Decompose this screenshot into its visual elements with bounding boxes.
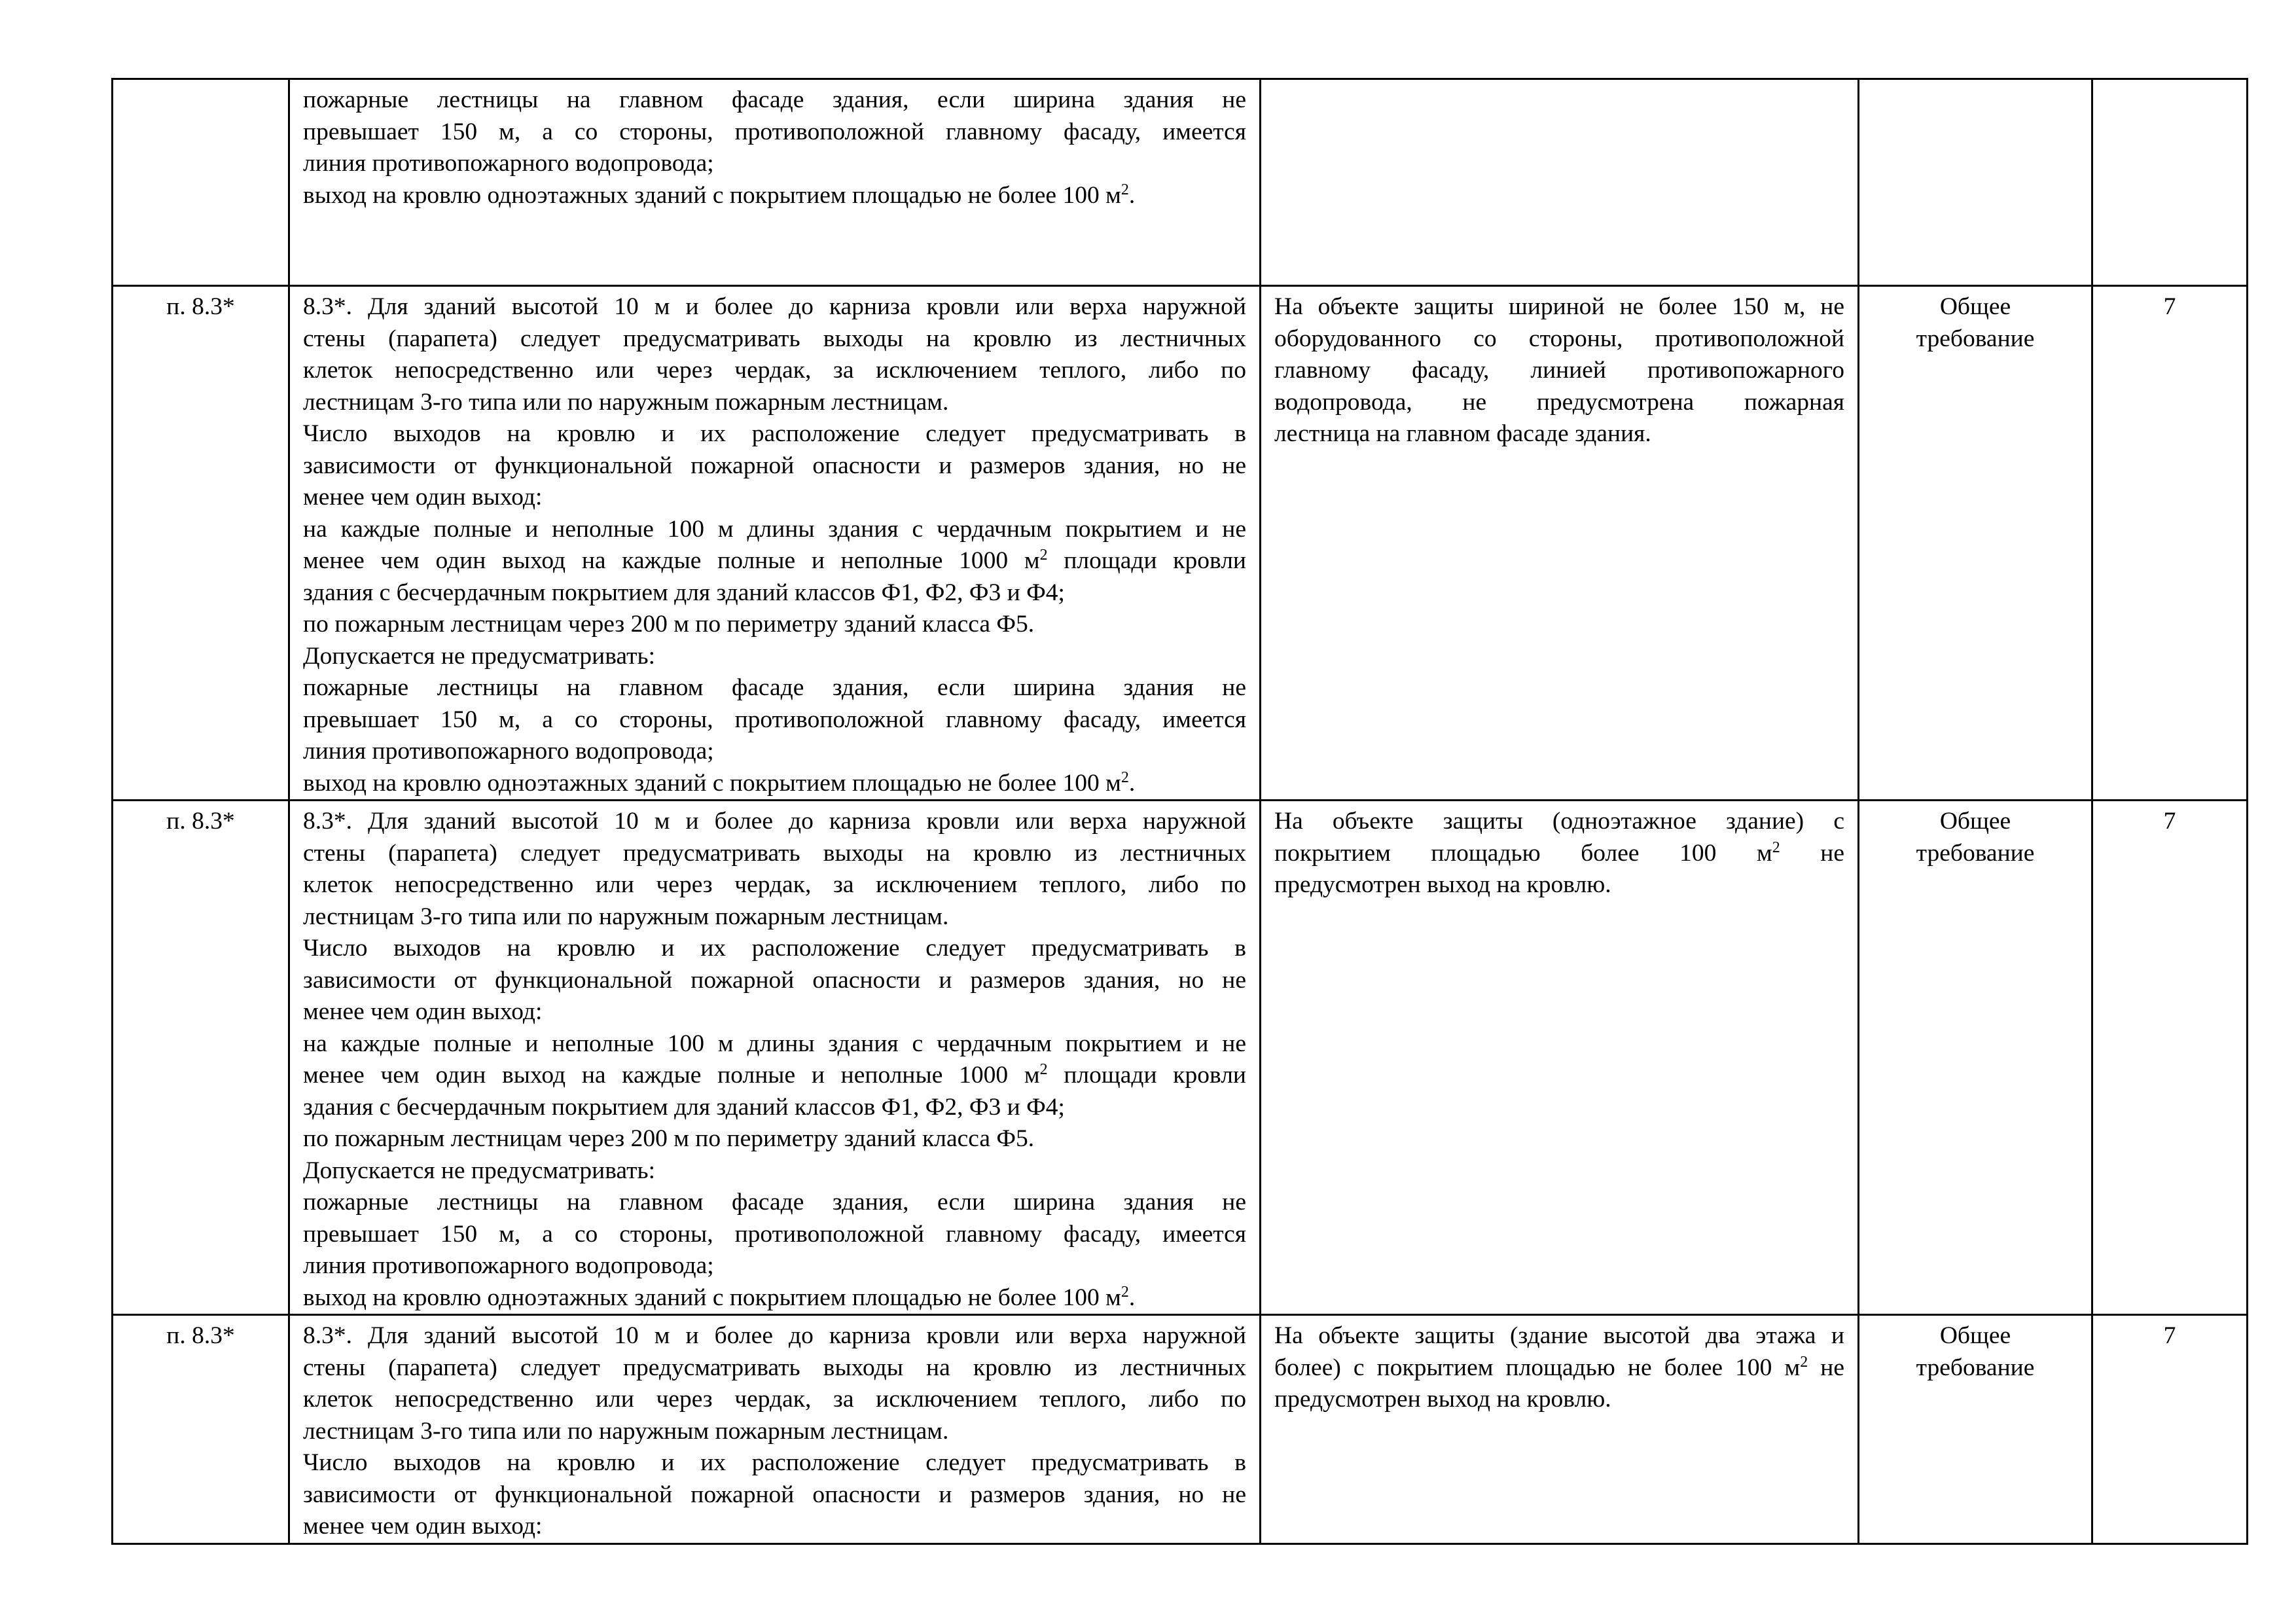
text-line: оборудованного со стороны, противоположной xyxy=(1274,325,1844,352)
text-line: лестницам 3-го типа или по наружным пожарным лестницам. xyxy=(303,388,949,416)
text-line: более) с покрытием площадью не более 100 $м^2$ не xyxy=(1274,1353,1845,1381)
text-line: Допускается не предусматривать: xyxy=(303,642,655,670)
text-line: зависимости от функциональной пожарной опасности и размеров здания, но не xyxy=(303,452,1246,479)
text-line: Общее xyxy=(1939,808,2011,835)
requirement-type-cell xyxy=(1859,801,2092,1315)
text-line: выход на кровлю одноэтажных зданий с покрытием площадью не более 100 $м^2$. xyxy=(303,1283,1136,1311)
text-line: выход на кровлю одноэтажных зданий с покрытием площадью не более 100 $м^2$. xyxy=(303,181,1136,209)
text-line: На объекте защиты (одноэтажное здание) с xyxy=(1274,808,1844,835)
text-line: линия противопожарного водопровода; xyxy=(303,1252,714,1279)
requirements-table xyxy=(111,78,2248,1545)
table-body xyxy=(113,79,2248,1544)
norm-text-cell xyxy=(289,1315,1261,1544)
text-line: здания с бесчердачным покрытием для зданий классов Ф1, Ф2, Ф3 и Ф4; xyxy=(303,579,1065,606)
text-line: линия противопожарного водопровода; xyxy=(303,150,714,177)
ref-cell xyxy=(113,79,289,286)
text-line: покрытием площадью более 100 $м^2$ не xyxy=(1274,839,1844,867)
text-line: лестницам 3-го типа или по наружным пожарным лестницам. xyxy=(303,1417,949,1445)
violation-text-cell xyxy=(1261,286,1859,801)
text-line: Допускается не предусматривать: xyxy=(303,1157,655,1184)
norm-text-cell xyxy=(289,79,1261,286)
ref-cell: п. 8.3* xyxy=(113,1315,289,1544)
text-line: На объекте защиты (здание высотой два этажа и xyxy=(1274,1322,1844,1349)
violation-text-cell xyxy=(1261,801,1859,1315)
norm-text-cell xyxy=(289,286,1261,801)
text-line: требование xyxy=(1916,1354,2035,1381)
table-row xyxy=(113,286,2248,801)
text-line: по пожарным лестницам через 200 м по периметру зданий класса Ф5. xyxy=(303,1125,1035,1152)
text-line: выход на кровлю одноэтажных зданий с покрытием площадью не более 100 $м^2$. xyxy=(303,768,1136,797)
number-cell: 7 xyxy=(2092,286,2248,801)
text-line: на каждые полные и неполные 100 м длины здания с чердачным покрытием и не xyxy=(303,515,1246,543)
table-row xyxy=(113,1315,2248,1544)
text-line: Число выходов на кровлю и их расположение следует предусматривать в xyxy=(303,1449,1246,1476)
text-line: клеток непосредственно или через чердак, за исключением теплого, либо по xyxy=(303,871,1246,898)
text-line: менее чем один выход: xyxy=(303,1513,543,1540)
table-row xyxy=(113,79,2248,286)
text-line: линия противопожарного водопровода; xyxy=(303,738,714,765)
text-line: лестницам 3-го типа или по наружным пожарным лестницам. xyxy=(303,903,949,930)
text-line: водопровода, не предусмотрена пожарная xyxy=(1274,388,1844,416)
text-line: 8.3*. Для зданий высотой 10 м и более до карниза кровли или верха наружной xyxy=(303,808,1246,835)
text-line: Общее xyxy=(1939,293,2011,320)
table-row xyxy=(113,801,2248,1315)
text-line: зависимости от функциональной пожарной опасности и размеров здания, но не xyxy=(303,966,1246,994)
text-line: менее чем один выход: xyxy=(303,998,543,1025)
text-line: превышает 150 м, а со стороны, противоположной главному фасаду, имеется xyxy=(303,1220,1246,1248)
text-line: На объекте защиты шириной не более 150 м, не xyxy=(1274,293,1844,320)
text-line: менее чем один выход на каждые полные и неполные 1000 $м^2$ площади кровли xyxy=(303,547,1246,574)
text-line: по пожарным лестницам через 200 м по периметру зданий класса Ф5. xyxy=(303,611,1035,638)
text-line: зависимости от функциональной пожарной опасности и размеров здания, но не xyxy=(303,1481,1246,1508)
requirement-type-cell xyxy=(1859,1315,2092,1544)
text-line: менее чем один выход: xyxy=(303,484,543,511)
number-cell: 7 xyxy=(2092,801,2248,1315)
text-line: требование xyxy=(1916,839,2035,867)
text-line: предусмотрен выход на кровлю. xyxy=(1274,871,1611,898)
text-line: превышает 150 м, а со стороны, противоположной главному фасаду, имеется xyxy=(303,706,1246,733)
requirement-type-cell xyxy=(1859,79,2092,286)
text-line: Общее xyxy=(1939,1322,2011,1349)
text-line: Число выходов на кровлю и их расположение следует предусматривать в xyxy=(303,420,1246,447)
text-line: требование xyxy=(1916,325,2035,352)
text-line: главному фасаду, линией противопожарного xyxy=(1274,357,1844,384)
text-line: Число выходов на кровлю и их расположение следует предусматривать в xyxy=(303,935,1246,962)
text-line: здания с бесчердачным покрытием для зданий классов Ф1, Ф2, Ф3 и Ф4; xyxy=(303,1093,1065,1121)
text-line: 8.3*. Для зданий высотой 10 м и более до карниза кровли или верха наружной xyxy=(303,293,1246,320)
text-line: пожарные лестницы на главном фасаде здания, если ширина здания не xyxy=(303,674,1246,701)
number-cell xyxy=(2092,79,2248,286)
text-line: стены (парапета) следует предусматривать выходы на кровлю из лестничных xyxy=(303,839,1246,867)
number-cell: 7 xyxy=(2092,1315,2248,1544)
ref-cell: п. 8.3* xyxy=(113,286,289,801)
text-line: клеток непосредственно или через чердак, за исключением теплого, либо по xyxy=(303,1386,1246,1413)
violation-text-cell xyxy=(1261,1315,1859,1544)
requirement-type-cell xyxy=(1859,286,2092,801)
text-line: пожарные лестницы на главном фасаде здания, если ширина здания не xyxy=(303,86,1246,113)
text-line: лестница на главном фасаде здания. xyxy=(1274,420,1651,447)
text-line: менее чем один выход на каждые полные и неполные 1000 $м^2$ площади кровли xyxy=(303,1061,1246,1089)
text-line: пожарные лестницы на главном фасаде здания, если ширина здания не xyxy=(303,1189,1246,1216)
text-line: предусмотрен выход на кровлю. xyxy=(1274,1386,1611,1413)
text-line: на каждые полные и неполные 100 м длины здания с чердачным покрытием и не xyxy=(303,1030,1246,1057)
text-line: 8.3*. Для зданий высотой 10 м и более до карниза кровли или верха наружной xyxy=(303,1322,1246,1349)
text-line: клеток непосредственно или через чердак, за исключением теплого, либо по xyxy=(303,357,1246,384)
text-line: стены (парапета) следует предусматривать выходы на кровлю из лестничных xyxy=(303,325,1246,352)
text-line: стены (парапета) следует предусматривать выходы на кровлю из лестничных xyxy=(303,1354,1246,1381)
text-line: превышает 150 м, а со стороны, противоположной главному фасаду, имеется xyxy=(303,118,1246,145)
violation-text-cell xyxy=(1261,79,1859,286)
norm-text-cell xyxy=(289,801,1261,1315)
ref-cell: п. 8.3* xyxy=(113,801,289,1315)
